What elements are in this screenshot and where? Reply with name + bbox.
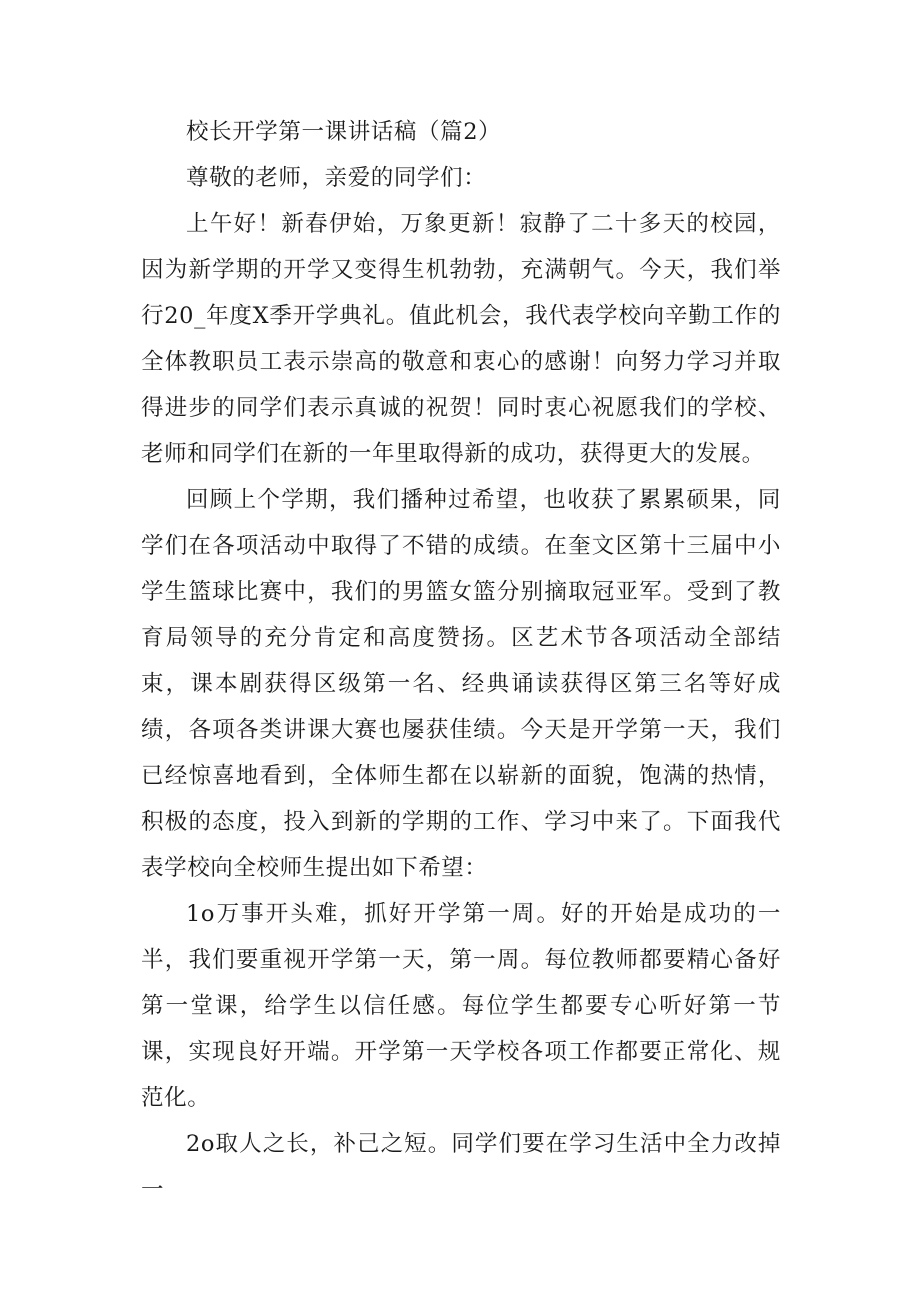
paragraph-review: 回顾上个学期，我们播种过希望，也收获了累累硕果，同学们在各项活动中取得了不错的成绩。在奎文区第十三届中小学生篮球比赛中，我们的男篮女篮分别摘取冠亚军。受到了教育局领导的充分肯定和高度赞扬。区艺术节各项活动全部结束，课本剧获得区级第一名、经典诵读获得区第三名等好成绩，各项各类讲课大赛也屡获佳绩。今天是开学第一天，我们已经惊喜地看到，全体师生都在以崭新的面貌，饱满的热情，积极的态度，投入到新的学期的工作、学习中来了。下面我代表学校向全校师生提出如下希望：: [141, 487, 781, 881]
paragraph-opening: 上午好！新春伊始，万象更新！寂静了二十多天的校园，因为新学期的开学又变得生机勃勃，充满朝气。今天，我们举行20_年度X季开学典礼。值此机会，我代表学校向辛勤工作的全体教职员工表示崇高的敬意和衷心的感谢！向努力学习并取得进步的同学们表示真诚的祝贺！同时衷心祝愿我们的学校、老师和同学们在新的一年里取得新的成功，获得更大的发展。: [141, 211, 781, 467]
paragraph-hope-2: 2o取人之长，补己之短。同学们要在学习生活中全力改掉一: [141, 1131, 781, 1203]
greeting-line: 尊敬的老师，亲爱的同学们：: [186, 165, 487, 191]
document-body: [141, 109, 781, 1213]
paragraph-hope-1: 1o万事开头难，抓好开学第一周。好的开始是成功的一半，我们要重视开学第一天，第一周。每位教师都要精心备好第一堂课，给学生以信任感。每位学生都要专心听好第一节课，实现良好开端。开学第一天学校各项工作都要正常化、规范化。: [141, 901, 781, 1111]
document-title: 校长开学第一课讲话稿（篇2）: [186, 119, 502, 145]
